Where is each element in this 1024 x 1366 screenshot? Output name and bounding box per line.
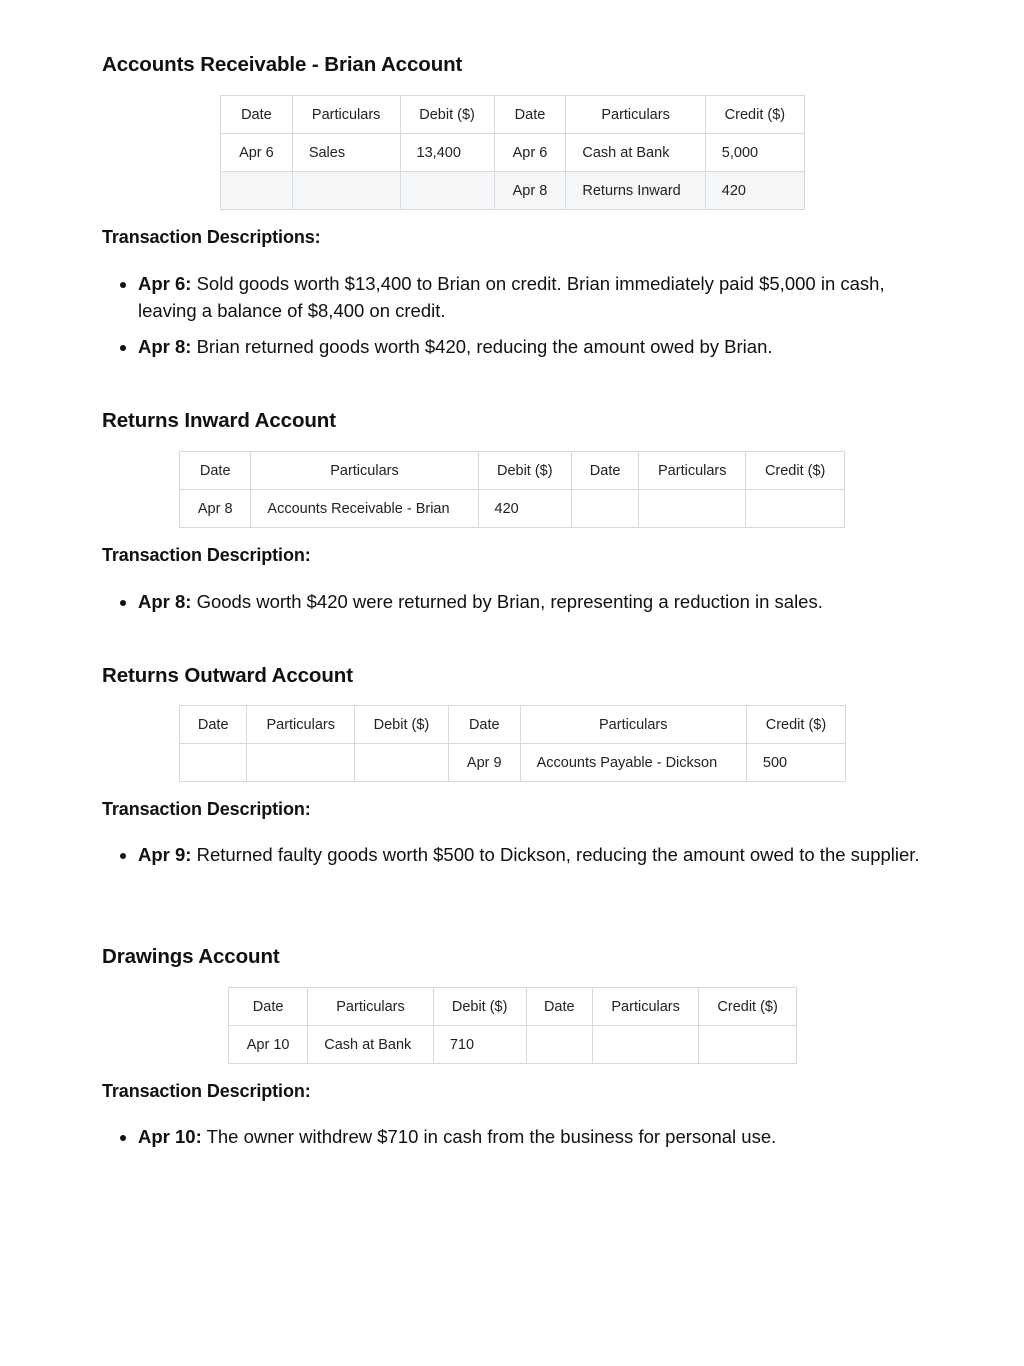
col-header-date: Date — [229, 988, 308, 1026]
table-cell: Apr 9 — [448, 744, 520, 782]
col-header-particulars: Particulars — [292, 96, 400, 134]
section-title-accounts-receivable: Accounts Receivable - Brian Account — [102, 53, 463, 76]
table-cell — [355, 744, 449, 782]
transaction-description-heading: Transaction Description: — [102, 799, 311, 819]
transaction-description-heading: Transaction Description: — [102, 1081, 311, 1101]
table-header-row — [221, 96, 805, 134]
transaction-date: Apr 6: — [138, 273, 192, 294]
transaction-date: Apr 9: — [138, 844, 192, 865]
col-header-debit: Debit ($) — [400, 96, 494, 134]
col-header-date: Date — [448, 706, 520, 744]
table-cell: Cash at Bank — [308, 1026, 434, 1064]
transaction-text: Sold goods worth $13,400 to Brian on credit. Brian immediately paid $5,000 in cash, leaving a balance of $8,400 on credit. — [138, 273, 885, 321]
table-header-row — [229, 988, 797, 1026]
list-item — [138, 270, 938, 324]
transaction-date: Apr 10: — [138, 1126, 202, 1147]
table-cell — [572, 490, 639, 528]
table-cell — [746, 490, 845, 528]
table-cell — [221, 172, 293, 210]
table-cell: 5,000 — [705, 134, 804, 172]
col-header-date: Date — [526, 988, 593, 1026]
table-row — [180, 490, 845, 528]
col-header-particulars: Particulars — [520, 706, 746, 744]
table-header-row — [180, 452, 845, 490]
ledger-table-returns-outward — [179, 705, 846, 782]
transaction-descriptions-heading: Transaction Descriptions: — [102, 227, 321, 247]
table-cell — [292, 172, 400, 210]
ledger-table-drawings — [228, 987, 797, 1064]
list-item — [138, 841, 938, 868]
transaction-text: Brian returned goods worth $420, reducing the amount owed by Brian. — [196, 336, 773, 357]
table-cell: 710 — [433, 1026, 526, 1064]
table-row — [221, 172, 805, 210]
table-cell — [247, 744, 355, 782]
table-cell: Accounts Payable - Dickson — [520, 744, 746, 782]
table-cell: Returns Inward — [566, 172, 705, 210]
col-header-credit: Credit ($) — [705, 96, 804, 134]
transaction-list — [115, 1123, 938, 1159]
transaction-text: The owner withdrew $710 in cash from the business for personal use. — [206, 1126, 777, 1147]
section-title-drawings: Drawings Account — [102, 945, 280, 968]
transaction-list — [115, 270, 938, 369]
table-cell: Apr 6 — [221, 134, 293, 172]
transaction-description-heading: Transaction Description: — [102, 545, 311, 565]
table-cell: Apr 6 — [494, 134, 566, 172]
section-title-returns-inward: Returns Inward Account — [102, 409, 336, 432]
table-cell: Apr 8 — [494, 172, 566, 210]
transaction-list — [115, 588, 938, 624]
table-cell — [526, 1026, 593, 1064]
table-cell: Accounts Receivable - Brian — [251, 490, 478, 528]
col-header-credit: Credit ($) — [746, 452, 845, 490]
table-cell: 500 — [746, 744, 845, 782]
col-header-debit: Debit ($) — [478, 452, 572, 490]
table-cell: 420 — [705, 172, 804, 210]
col-header-credit: Credit ($) — [699, 988, 797, 1026]
transaction-date: Apr 8: — [138, 336, 192, 357]
table-cell — [699, 1026, 797, 1064]
ledger-table-accounts-receivable — [220, 95, 805, 210]
transaction-text: Goods worth $420 were returned by Brian, representing a reduction in sales. — [196, 591, 823, 612]
col-header-date: Date — [180, 706, 247, 744]
list-item — [138, 1123, 938, 1150]
table-cell: 420 — [478, 490, 572, 528]
table-cell — [180, 744, 247, 782]
transaction-list — [115, 841, 938, 877]
col-header-particulars: Particulars — [251, 452, 478, 490]
table-row — [221, 134, 805, 172]
table-cell: Cash at Bank — [566, 134, 705, 172]
table-cell: Sales — [292, 134, 400, 172]
table-header-row — [180, 706, 846, 744]
table-cell: Apr 8 — [180, 490, 251, 528]
col-header-debit: Debit ($) — [355, 706, 449, 744]
table-cell: Apr 10 — [229, 1026, 308, 1064]
table-cell: 13,400 — [400, 134, 494, 172]
col-header-date: Date — [180, 452, 251, 490]
col-header-particulars: Particulars — [308, 988, 434, 1026]
transaction-text: Returned faulty goods worth $500 to Dickson, reducing the amount owed to the supplier. — [196, 844, 920, 865]
table-cell — [400, 172, 494, 210]
col-header-particulars: Particulars — [593, 988, 699, 1026]
list-item — [138, 333, 938, 360]
table-row — [229, 1026, 797, 1064]
table-cell — [639, 490, 746, 528]
section-title-returns-outward: Returns Outward Account — [102, 664, 353, 687]
transaction-date: Apr 8: — [138, 591, 192, 612]
col-header-date: Date — [494, 96, 566, 134]
list-item — [138, 588, 938, 615]
col-header-credit: Credit ($) — [746, 706, 845, 744]
ledger-table-returns-inward — [179, 451, 845, 528]
col-header-date: Date — [572, 452, 639, 490]
col-header-particulars: Particulars — [566, 96, 705, 134]
col-header-particulars: Particulars — [247, 706, 355, 744]
col-header-debit: Debit ($) — [433, 988, 526, 1026]
col-header-date: Date — [221, 96, 293, 134]
table-row — [180, 744, 846, 782]
col-header-particulars: Particulars — [639, 452, 746, 490]
table-cell — [593, 1026, 699, 1064]
